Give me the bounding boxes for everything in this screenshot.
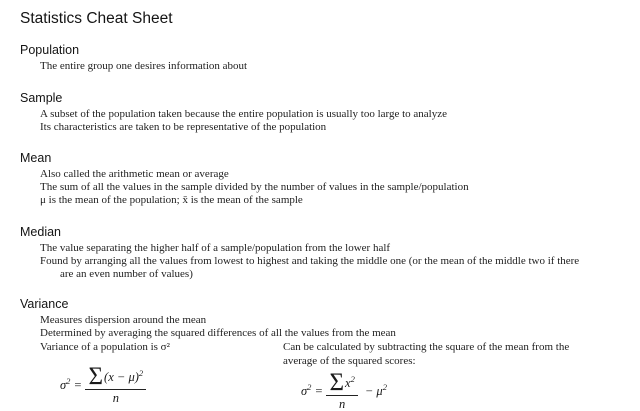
body-line: Its characteristics are taken to be representative of the population <box>40 121 327 133</box>
fraction-numerator <box>326 370 357 396</box>
section-body <box>40 242 626 281</box>
page-title: Statistics Cheat Sheet <box>20 10 173 27</box>
body-line: Measures dispersion around the mean <box>40 314 207 326</box>
section-heading-population: Population <box>20 43 80 57</box>
section-sample <box>20 90 626 134</box>
fraction-numerator <box>85 364 146 390</box>
variance-left-caption: Variance of a population is σ² <box>40 341 170 353</box>
equals-sign: = <box>315 384 323 398</box>
fraction <box>85 364 146 405</box>
equals-sign: = <box>74 378 82 392</box>
numerator-term: $(x - \mu)^2$ <box>104 367 144 384</box>
summation-symbol: Σ <box>329 369 345 396</box>
variance-columns <box>40 341 626 411</box>
variance-right-column <box>283 341 626 411</box>
section-body <box>40 60 626 73</box>
body-line: Also called the arithmetic mean or average <box>40 168 229 180</box>
section-body <box>40 314 626 411</box>
formula-lhs: $\sigma^2$ <box>301 381 312 398</box>
body-line: A subset of the population taken because the entire population is usually too large to analyze <box>40 108 447 120</box>
variance-left-column <box>40 341 283 411</box>
formula-computational-variance <box>301 370 626 411</box>
formula-population-variance <box>60 364 283 405</box>
section-heading-variance: Variance <box>20 297 69 311</box>
body-line: Found by arranging all the values from lowest to highest and taking the middle one (or the mean of the middle two if there <box>40 255 580 267</box>
body-line: The entire group one desires information about <box>40 60 248 72</box>
variance-right-caption-line2: average of the squared scores: <box>283 354 416 367</box>
fraction-denominator: n <box>339 397 346 411</box>
body-line: The sum of all the values in the sample divided by the number of values in the sample/population <box>40 181 469 193</box>
fraction-denominator: n <box>112 391 119 405</box>
section-heading-sample: Sample <box>20 91 63 105</box>
body-line: Determined by averaging the squared differences of all the values from the mean <box>40 327 396 339</box>
body-line-wrapped: are an even number of values) <box>60 268 193 280</box>
variance-right-caption-line1: Can be calculated by subtracting the square of the mean from the <box>283 341 570 353</box>
summation-symbol: Σ <box>88 363 104 390</box>
body-line: μ is the mean of the population; x̄ is the mean of the sample <box>40 194 303 206</box>
body-line: The value separating the higher half of a sample/population from the lower half <box>40 242 391 254</box>
section-heading-mean: Mean <box>20 151 52 165</box>
fraction <box>326 370 357 411</box>
section-variance <box>20 296 626 411</box>
minus-mu-squared-term: − $\mu^2$ <box>364 381 387 398</box>
section-body <box>40 168 626 207</box>
section-mean <box>20 150 626 207</box>
numerator-term: $x^2$ <box>345 373 355 390</box>
section-population <box>20 42 626 73</box>
section-body <box>40 108 626 134</box>
formula-lhs: $\sigma^2$ <box>60 375 71 392</box>
section-heading-median: Median <box>20 225 61 239</box>
section-median <box>20 224 626 281</box>
